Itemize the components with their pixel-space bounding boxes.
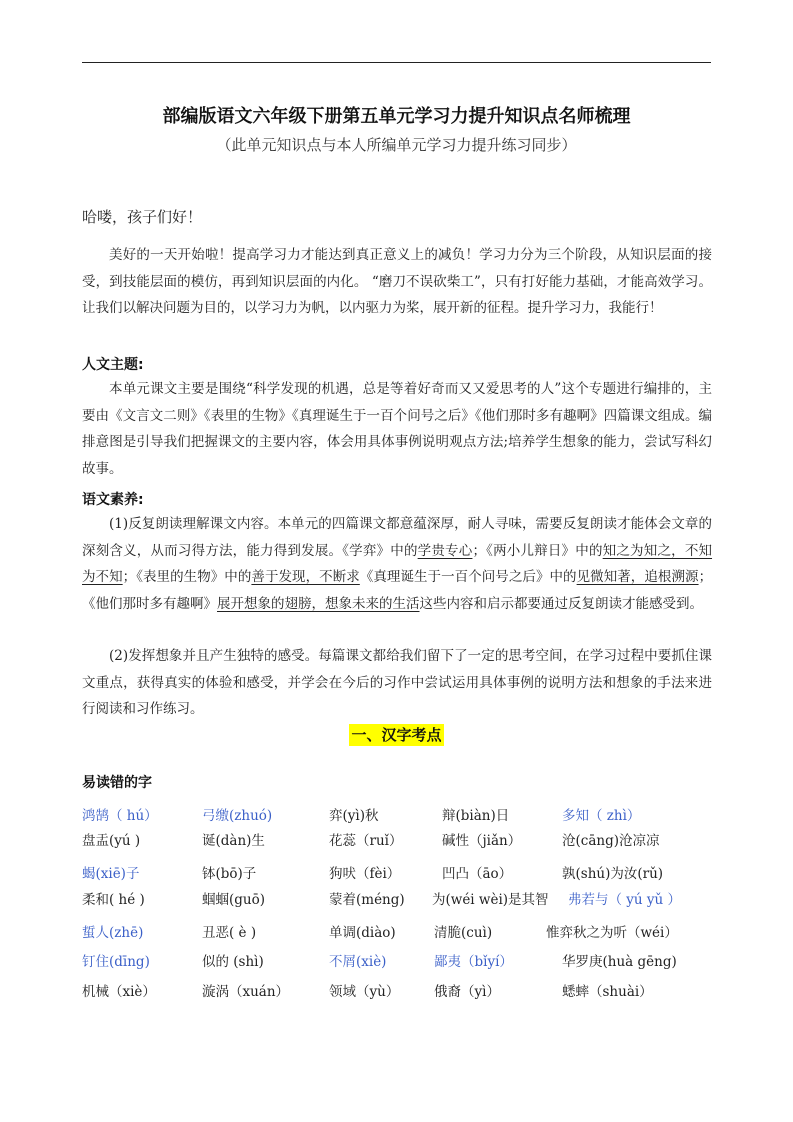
char-item: 蝈蝈(guō) <box>202 892 265 908</box>
key-phrase: 善于发现，不断求 <box>251 569 360 585</box>
char-item: 辩(biàn)日 <box>442 808 510 824</box>
page-subtitle: （此单元知识点与本人所编单元学习力提升练习同步） <box>216 136 577 154</box>
char-item: 多知（ zhì） <box>562 808 641 824</box>
char-item: 盘盂(yú ) <box>82 833 141 849</box>
greeting: 哈喽，孩子们好！ <box>82 208 203 226</box>
key-phrase: 学贵专心 <box>417 542 473 559</box>
char-item: 沧(cāng)沧凉凉 <box>562 833 660 849</box>
theme-paragraph: 本单元课文主要是围绕“科学发现的机遇，总是等着好奇而又又爱思考的人”这个专题进行编排的，主要由《文言文二则》《表里的生物》《真理诞生于一百个问号之后》《他们那时多有趣啊》四篇课文组成。编排意图是引导我们把握课文的主要内容，体会用具体事例说明观点方法;培养学生想象的能力，尝试写科幻故事。 <box>82 381 712 477</box>
char-item: 蒙着(méng) <box>329 892 405 908</box>
char-item: 诞(dàn)生 <box>202 833 265 849</box>
char-item: 花蕊（ruǐ） <box>329 833 403 849</box>
char-item: 蜇人(zhē) <box>82 925 144 941</box>
literacy-text: 《真理诞生于一百个问号之后》中的 <box>359 569 577 585</box>
char-item: 俄裔（yì） <box>434 984 500 1000</box>
char-item: 碱性（jiǎn） <box>442 833 522 849</box>
char-item: 蟋蟀（shuài） <box>562 984 653 1000</box>
literacy-text: (1)反复朗读理解课文内容。本单元的四篇课文都意蕴深厚，耐人寻味，需要反复朗读才能体会文章的深刻含义，从而习得方法，能力得到发展。《学弈》中的 <box>82 516 712 559</box>
char-item: 清脆(cuì) <box>434 925 493 941</box>
char-item: 钵(bō)子 <box>202 866 257 882</box>
char-item: 领域（yù） <box>329 984 400 1000</box>
char-item: 弈(yì)秋 <box>329 808 379 824</box>
char-item: 丑恶( è ) <box>202 925 257 941</box>
char-item: 机械（xiè） <box>82 984 156 1000</box>
literacy-text: ；《两小儿辩日》中的 <box>472 542 603 559</box>
char-item: 钉住(dīng) <box>82 954 150 970</box>
char-item: 凹凸（āo） <box>442 866 513 882</box>
char-item: 华罗庚(huà gēng) <box>562 954 677 970</box>
intro-paragraph: 美好的一天开始啦！提高学习力才能达到真正意义上的减负！学习力分为三个阶段，从知识层面的接受，到技能层面的模仿，再到知识层面的内化。 “磨刀不误砍柴工”，只有打好能力基础，才能高效学习。让我们以解决问题为目的，以学习力为帆，以内驱力为桨，展开新的征程。提升学习力，我能行！ <box>82 247 712 316</box>
char-item: 柔和( hé ) <box>82 892 145 908</box>
key-phrase: 知之为知之，不知为不知 <box>82 542 713 585</box>
key-phrase: 展开想象的翅膀，想象未来的生活 <box>217 595 420 612</box>
char-item: 鸿鹄（ hú） <box>82 808 158 824</box>
literacy-paragraph-1 <box>82 511 712 617</box>
char-item: 不屑(xiè) <box>329 954 387 970</box>
section-title <box>0 724 793 745</box>
key-phrase: 见微知著，追根溯源 <box>576 569 699 585</box>
char-item: 漩涡（xuán） <box>202 984 290 1000</box>
char-item: 弓缴(zhuó) <box>202 808 273 824</box>
literacy-text: ；《他们那时多有趣啊》 <box>82 569 713 612</box>
char-item: 蝎(xiē)子 <box>82 866 140 882</box>
literacy-paragraph-2: (2)发挥想象并且产生独特的感受。每篇课文都给我们留下了一定的思考空间，在学习过程中要抓住课文重点，获得真实的体验和感受，并学会在今后的习作中尝试运用具体事例的说明方法和想象的手法来进行阅读和习作练习。 <box>82 648 712 717</box>
theme-heading: 人文主题: <box>82 357 144 373</box>
char-item: 孰(shú)为汝(rǔ) <box>562 866 664 882</box>
literacy-text: ；《表里的生物》中的 <box>122 569 252 585</box>
section-title-text: 一、汉字考点 <box>351 726 442 744</box>
char-item: 单调(diào) <box>329 925 396 941</box>
char-item: 惟弈秋之为听（wéi） <box>546 925 678 941</box>
literacy-text: 这些内容和启示都要通过反复朗读才能感受到。 <box>419 595 703 612</box>
char-item: 为(wéi wèi)是其智 <box>432 892 549 908</box>
header-rule <box>82 62 711 63</box>
char-item: 狗吠（fèi） <box>329 866 401 882</box>
chars-heading: 易读错的字 <box>82 775 152 791</box>
literacy-heading: 语文素养: <box>82 492 144 508</box>
char-item: 似的 (shì) <box>202 954 264 970</box>
char-item: 弗若与（ yú yǔ ） <box>568 892 682 908</box>
page-title: 部编版语文六年级下册第五单元学习力提升知识点名师梳理 <box>162 106 631 127</box>
char-item: 鄙夷（bǐyí） <box>434 954 513 970</box>
